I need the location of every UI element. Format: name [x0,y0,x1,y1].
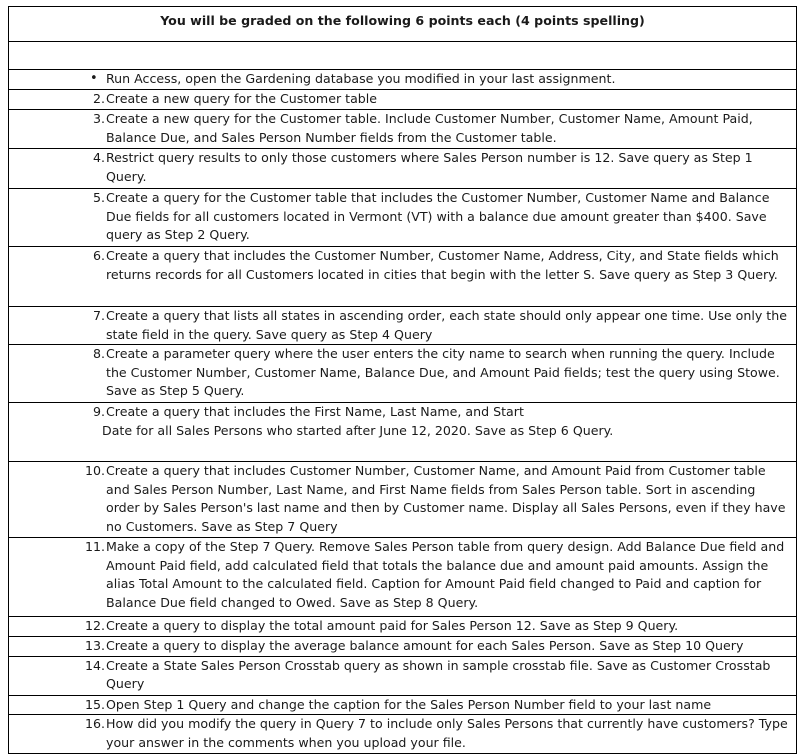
item-text: Run Access, open the Gardening database you modified in your last assignment. [106,71,616,86]
item-number: 5. [92,190,105,205]
item-number: 3. [92,111,105,126]
item-text: Create a query to display the average balance amount for each Sales Person. Save as Step 10 Query [106,638,744,654]
list-item [9,637,797,657]
item-number: 8. [92,346,105,362]
item-number: 13. [84,638,105,654]
item-text: Create a State Sales Person Crosstab query as shown in sample crosstab file. Save as Customer Crosstab Query [106,657,771,692]
grading-header-text: You will be graded on the following 6 points each (4 points spelling) [160,13,645,28]
list-item [9,189,797,247]
item-number: 4. [92,150,105,165]
item-number: 7. [92,308,105,323]
item-text: Create a query that includes the First Name, Last Name, and Start [106,404,524,420]
item-text: How did you modify the query in Query 7 to include only Sales Persons that currently have customers? Type your answer in the comments when you upload your file. [106,716,788,750]
item-text: Create a query that includes the Customer Number, Customer Name, Address, City, and State fields which returns records for all Customers located in cities that begin with the letter S. Save query as Step 3 Query. [106,248,779,282]
item-text: Create a new query for the Customer table [106,91,378,106]
item-text: Create a query that includes Customer Number, Customer Name, and Amount Paid from Customer table and Sales Person Number, Last Name, and First Name fields from Sales Person table. Sort in ascending order by Sales Person's last name and then by Customer name. Display all Sales Persons, even if they have no Customers. Save as Step 7 Query [106,463,786,534]
item-text: Open Step 1 Query and change the caption for the Sales Person Number field to your last name [106,696,712,712]
list-item [9,538,797,617]
item-text: Create a new query for the Customer table. Include Customer Number, Customer Name, Amount Paid, Balance Due, and Sales Person Number fields from the Customer table. [106,111,753,145]
grading-header [9,7,797,42]
item-number: 10. [84,463,105,479]
list-item [9,715,797,753]
item-number: 2. [92,91,105,106]
list-item [9,70,797,90]
list-item [9,345,797,403]
list-item [9,462,797,538]
list-item [9,149,797,189]
item-number: 12. [84,618,105,634]
grading-table [8,6,797,754]
item-text: Restrict query results to only those customers where Sales Person number is 12. Save query as Step 1 Query. [106,150,753,184]
list-item [9,617,797,637]
list-item [9,110,797,149]
list-item [9,247,797,307]
item-text: Create a parameter query where the user enters the city name to search when running the query. Include the Customer Number, Customer Name, Balance Due, and Amount Paid fields; test the query using Stowe. Save as Step 5 Query. [106,346,780,399]
list-item [9,656,797,695]
item-text: Create a query to display the total amount paid for Sales Person 12. Save as Step 9 Query. [106,618,679,634]
item-text: Create a query for the Customer table that includes the Customer Number, Customer Name and Balance Due fields for all customers located in Vermont (VT) with a balance due amount greater than $400. Save query as Step 2 Query. [106,190,770,243]
spacer-row [9,42,797,70]
list-item [9,90,797,110]
item-number: 6. [92,248,105,263]
item-number: 11. [84,539,105,555]
bullet-marker: • [90,71,98,86]
list-item [9,403,797,462]
item-text-continued: Date for all Sales Persons who started after June 12, 2020. Save as Step 6 Query. [102,422,614,438]
item-number: 14. [84,657,105,673]
item-text: Make a copy of the Step 7 Query. Remove Sales Person table from query design. Add Balance Due field and Amount Paid field, add calculated field that totals the balance due and amount paid amounts. Assign the alias Total Amount to the calculated field. Caption for Amount Paid field changed to Paid and caption for Balance Due field changed to Owed. Save as Step 8 Query. [106,539,785,610]
list-item [9,307,797,345]
item-number: 16. [84,716,105,732]
item-text: Create a query that lists all states in ascending order, each state should only appear one time. Use only the state field in the query. Save query as Step 4 Query [106,308,787,342]
list-item [9,695,797,715]
item-number: 15. [84,696,105,712]
item-number: 9. [92,404,105,420]
